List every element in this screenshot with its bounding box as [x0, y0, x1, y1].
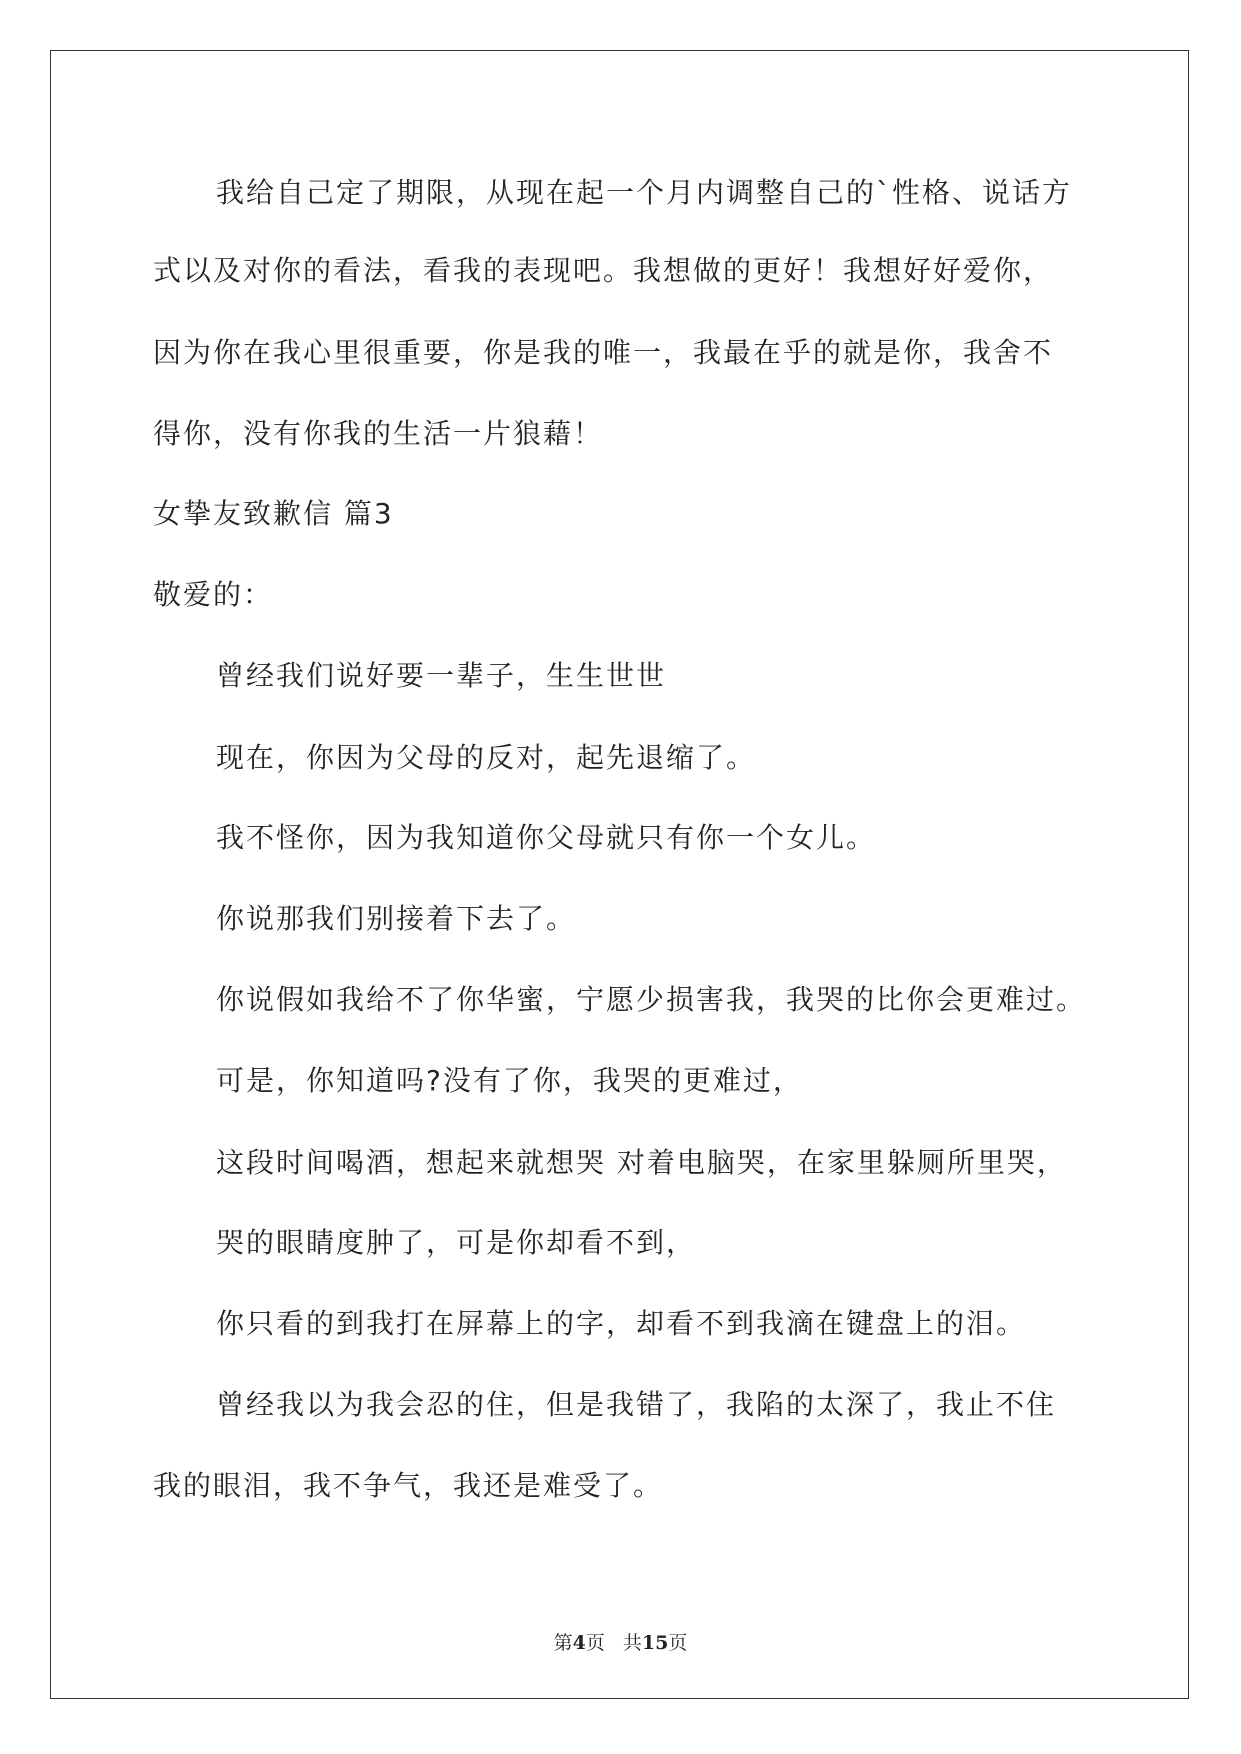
text-line-13: 这段时间喝酒，想起来就想哭 对着电脑哭，在家里躲厕所里哭，	[216, 1146, 1067, 1179]
page-footer	[0, 1631, 1241, 1655]
text-line-14: 哭的眼睛度肿了，可是你却看不到，	[216, 1226, 697, 1259]
text-line-16: 曾经我以为我会忍的住，但是我错了，我陷的太深了，我止不住	[216, 1388, 1057, 1421]
salutation: 敬爱的：	[153, 578, 274, 611]
total-suffix: 页	[668, 1632, 688, 1654]
text-line-1: 我给自己定了期限，从现在起一个月内调整自己的`性格、说话方	[216, 176, 1073, 209]
text-line-7: 曾经我们说好要一辈子，生生世世	[216, 659, 667, 692]
text-line-2: 式以及对你的看法，看我的表现吧。我想做的更好！我想好好爱你，	[153, 254, 1054, 287]
text-line-3: 因为你在我心里很重要，你是我的唯一，我最在乎的就是你，我舍不	[153, 336, 1054, 369]
total-pages: 15	[641, 1632, 669, 1654]
section-heading: 女挚友致歉信 篇3	[153, 497, 394, 530]
page-number: 4	[572, 1632, 586, 1654]
page-suffix: 页	[585, 1632, 605, 1654]
text-line-12: 可是，你知道吗?没有了你，我哭的更难过，	[216, 1064, 803, 1097]
text-line-4: 得你，没有你我的生活一片狼藉！	[153, 417, 604, 450]
page-prefix: 第	[553, 1632, 573, 1654]
total-prefix: 共	[622, 1632, 642, 1654]
text-line-8: 现在，你因为父母的反对，起先退缩了。	[216, 741, 757, 774]
text-line-10: 你说那我们别接着下去了。	[216, 902, 577, 935]
text-line-11: 你说假如我给不了你华蜜，宁愿少损害我，我哭的比你会更难过。	[216, 983, 1087, 1016]
text-line-9: 我不怪你，因为我知道你父母就只有你一个女儿。	[216, 821, 877, 854]
text-line-17: 我的眼泪，我不争气，我还是难受了。	[153, 1469, 664, 1502]
text-line-15: 你只看的到我打在屏幕上的字，却看不到我滴在键盘上的泪。	[216, 1307, 1027, 1340]
page-border	[50, 50, 1189, 1699]
